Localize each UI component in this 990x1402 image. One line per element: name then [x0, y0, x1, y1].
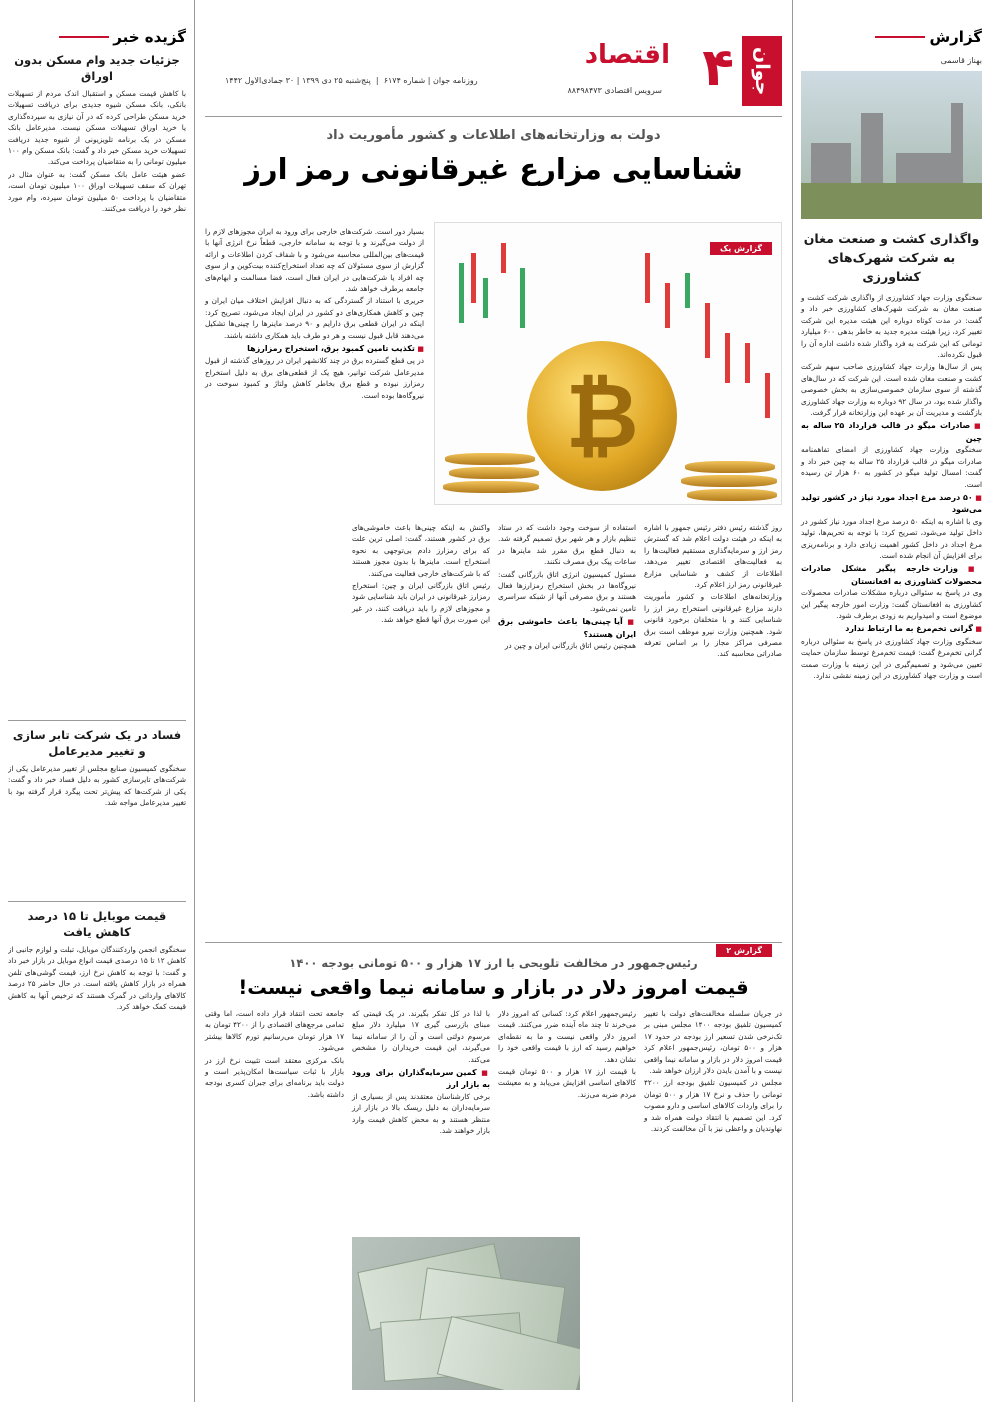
lead-para: روز گذشته رئیس دفتر رئیس جمهور با اشاره به اینکه در هیئت دولت اعلام شد که گسترش رمز ارز و سرمایه‌گذاری مستقیم فعالیت‌ها را به فعالیت‌های اقتصادی تغییر می‌دهد، اطلاعات از کشف و شناسایی مزارع غیرقانونی رمز ارز اعلام کرد.: [644, 523, 782, 590]
lead-para: حریری با استناد از گستردگی که به دنبال افزایش اختلاف میان ایران و چین و کاهش همکاری‌های دو کشور در ایران ایجاد می‌شود، تصریح کرد: اینکه در ایران قطعی برق دارایم و ۹۰ درصد ماینرها را چینی‌ها تشکیل می‌دهند قابل قبول نیست و هر دو طرف باید همکاری داشته باشند.: [205, 296, 424, 340]
right-para: وی در پاسخ به سئوالی درباره مشکلات صادرات محصولات کشاورزی به افغانستان گفت: وزارت امور خارجه پیگیر این موضوع است و امیدواریم به زودی برطرف شود.: [801, 588, 982, 620]
chart-candle: [765, 373, 770, 418]
right-subhead: ■ وزارت خارجه پیگیر مشکل صادرات محصولات کشاورزی به افغانستان: [801, 563, 982, 587]
chart-candle: [745, 343, 750, 383]
second-para: با لذا در کل تفکر بگیرند. در یک قیمتی که مبنای بازرسی گیری ۱۷ میلیارد دلار مبلغ مرسوم دولتی است و آن را از سامانه نیما می‌گیرند، این قیمت خریداران را مشخص می‌کند.: [352, 1009, 490, 1064]
second-col-c: [352, 1008, 490, 1233]
lead-col-a: [205, 226, 424, 516]
right-para: سخنگوی وزارت جهاد کشاورزی در پاسخ به سئوالی درباره گرانی تخم‌مرغ گفت: قیمت تخم‌مرغ توسط سازمان حمایت تعیین می‌شود و تصمیم‌گیری در این زمینه با وزارت صمت است و وزارت جهاد کشاورزی در این زمینه نقشی ندارد.: [801, 636, 982, 680]
issue-date: پنج‌شنبه ۲۵ دی ۱۳۹۹ | ۳۰ جمادی‌الاول ۱۴۴۲: [225, 76, 371, 85]
report-label-text: گزارش: [929, 28, 982, 46]
lead-para: رئیس اتاق بازرگانی ایران و چین: استخراج رمزارز غیرقانونی در ایران باید شناسایی شود و مجوزهای لازم را باید دریافت کنند، در غیر این صورت برق آنها قطع خواهد شد.: [352, 581, 490, 625]
brief-headline[interactable]: فساد در یک شرکت تابر سازی: [12, 728, 182, 742]
brief-body-2: [8, 763, 186, 893]
lead-col-d: [644, 522, 782, 940]
main-column: [195, 0, 792, 1402]
brief-para: سخنگوی کمیسیون صنایع مجلس از تغییر مدیرعامل یکی از شرکت‌های تایرسازی کشور به دلیل فساد خبر داد و گفت: یکی از شرکت‌ها که پیش‌تر تحت پیگرد قرار گرفته بود با تغییر مدیرعامل مواجه شد.: [8, 764, 186, 808]
second-col-b: [498, 1008, 636, 1233]
bitcoin-photo: [434, 222, 782, 505]
lead-para: بسیار دور است. شرکت‌های خارجی برای ورود به ایران مجوزهای لازم را از دولت می‌گیرند و با توجه به سامانه خارجی، قطعاً نرخ انرژی آنها با قیمت‌های بین‌المللی محاسبه می‌شود و با شفاف کردن اطلاعات و ارائه گزارش از سوی مسئولان که چه تعداد استخراج‌کننده بیت‌کوین و از سوی چه افراد یا شرکت‌هایی در ایران فعال است، فضا مسالمت و ابهام‌های جامعه برطرف خواهد شد.: [205, 227, 424, 294]
masthead-divider: [205, 116, 782, 117]
right-para: وی با اشاره به اینکه ۵۰ درصد مرغ اجداد مورد نیاز کشور در داخل تولید می‌شود، تصریح کرد: با توجه به تحریم‌ها، تولید مرغ اجداد در داخل کشور اهمیت زیادی دارد و برنامه‌ریزی برای افزایش آن انجام شده است.: [801, 516, 982, 560]
second-headline[interactable]: قیمت امروز دلار در بازار و سامانه نیما واقعی نیست!: [238, 976, 749, 999]
label-bar: [59, 36, 109, 38]
second-para: بانک مرکزی معتقد است تثبیت نرخ ارز در بازار با ثبات سیاست‌ها امکان‌پذیر است و دولت باید برنامه‌ای برای جبران کسری بودجه داشته باشد.: [205, 1055, 344, 1099]
right-headline: [801, 229, 982, 286]
report-two-tag: گزارش ۲: [716, 944, 772, 957]
masthead: [205, 36, 782, 106]
left-column: [0, 0, 195, 1402]
chart-candle: [501, 243, 506, 273]
issue-number: روزنامه جوان | شماره ۶۱۷۴: [383, 76, 478, 85]
brief-3: [8, 901, 186, 1244]
factory-building: [896, 153, 956, 183]
coin-stack: [685, 461, 775, 473]
chart-candle: [520, 268, 525, 328]
chart-candle: [705, 303, 710, 358]
lead-para: وزارتخانه‌های اطلاعات و کشور مأموریت دارند مزارع غیرقانونی استخراج رمز ارز را شناسایی کنند و با متخلفان برخورد قانونی شود. همچنین وزارت نیرو موظف است برق مصرفی مراکز مجاز را بر اساس تعرفه صادراتی محاسبه کند.: [644, 592, 782, 659]
right-para: پس از سال‌ها وزارت جهاد کشاورزی صاحب سهم شرکت کشت و صنعت مغان شده است. این شرکت که در سال‌های گذشته از سوی سازمان خصوصی‌سازی به بخش خصوصی واگذار شده بود، در سال ۹۲ دوباره به وزارت جهاد کشاورزی بازگشت و مدیریت آن بر عهده این وزارتخانه قرار گرفت.: [801, 362, 982, 418]
lead-para: استفاده از سوخت وجود داشت که در ستاد تنظیم بازار و هر شهر برق تصمیم گرفته شد. به دنبال قطع برق مقرر شد ماینرها در ساعات پیک برق مصرف نکنند.: [498, 523, 636, 567]
newspaper-logo[interactable]: جوان: [742, 36, 782, 106]
lead-col-c: [498, 522, 636, 940]
right-subhead: ■ ۵۰ درصد مرغ اجداد مورد نیاز در کشور تولید می‌شود: [801, 492, 982, 516]
right-subhead: ■ گرانی تخم‌مرغ به ما ارتباط ندارد: [801, 623, 982, 635]
report-one-tag: گزارش یک: [710, 242, 772, 255]
second-para: برخی کارشناسان معتقدند پس از بسیاری از سرمایه‌داران به دلیل ریسک بالا در بازار ارز منتظر هستند و به محض کاهش قیمت وارد بازار خواهند شد.: [352, 1091, 490, 1136]
lead-para: واکنش به اینکه چینی‌ها باعث خاموشی‌های برق در کشور هستند، گفت: اصلی ترین علت که برای رمزارز دادم بی‌توجهی به نحوه استخراج است. ماینرها با بدون مجوز هستند که با شرکت‌های خارجی فعالیت می‌کنند.: [352, 523, 490, 578]
brief-2: [8, 720, 186, 893]
coin-stack: [681, 475, 777, 487]
lead-subhead: ■ تکذیب تامین کمبود برق، استخراج رمزارزها: [205, 343, 424, 355]
factory-tower: [861, 113, 883, 183]
right-headline-line1: واگذاری کشت و صنعت مغان: [803, 231, 980, 246]
desk-phone: سرویس اقتصادی ۸۸۴۹۸۴۷۳: [567, 86, 662, 95]
brief-para: سخنگوی انجمن واردکنندگان موبایل، تبلت و لوازم جانبی از کاهش ۱۲ تا ۱۵ درصدی قیمت انواع موبایل در بازار خبر داد و گفت: با توجه به کاهش نرخ ارز، قیمت گوشی‌های تلفن همراه در بازار کاهش یافته است. در حال حاضر ۲۵ درصد کالاهای وارداتی در گمرک هستند که ترخیص آنها به کاهش قیمت کمک خواهد کرد.: [8, 945, 186, 1012]
dollar-bills-photo: [352, 1237, 580, 1390]
lead-para: مسئول کمیسیون انرژی اتاق بازرگانی گفت: نیروگاه‌ها در بخش استخراج رمزارزها فعال هستند و برق مصرفی آنها از شبکه سراسری تامین نمی‌شود.: [498, 569, 636, 613]
coin-stack: [687, 489, 777, 501]
lead-headline[interactable]: شناسایی مزارع غیرقانونی رمز ارز: [244, 152, 743, 186]
chart-candle: [483, 278, 488, 318]
coin-stack: [443, 481, 539, 493]
chart-candle: [725, 333, 730, 383]
brief-headline[interactable]: و تغییر مدیرعامل: [48, 744, 146, 758]
lead-subhead: ■ آیا چینی‌ها باعث خاموشی برق ایران هستند؟: [498, 616, 636, 640]
lead-para: در پی قطع گسترده برق در چند کلانشهر ایران در روزهای گذشته از قبول مدیرعامل شرکت توانیر، هیچ یک از قطعی‌های برق به دلیل استخراج رمزارز نبوده و قطع برق بخاطر کاهش ولتاژ و کمبود سوخت در نیروگاه‌ها بوده است.: [205, 356, 424, 400]
page-number: ۴: [702, 38, 734, 98]
chart-candle: [665, 283, 670, 328]
bitcoin-icon: ₿: [527, 341, 677, 491]
coin-stack: [449, 467, 539, 479]
report-section-label: [801, 28, 982, 46]
lead-supra: دولت به وزارتخانه‌های اطلاعات و کشور مأموریت داد: [326, 128, 661, 143]
chart-candle: [685, 273, 690, 308]
brief-body-3: [8, 944, 186, 1244]
field: [801, 183, 982, 219]
second-para: با قیمت ارز ۱۷ هزار و ۵۰۰ تومان قیمت کالاهای اساسی افزایش می‌یابد و به معیشت مردم ضربه می‌زند.: [498, 1067, 636, 1099]
issue-info: روزنامه جوان | شماره ۶۱۷۴ | پنج‌شنبه ۲۵ دی ۱۳۹۹ | ۳۰ جمادی‌الاول ۱۴۴۲: [225, 76, 478, 85]
chart-candle: [471, 253, 476, 303]
lead-para: همچنین رئیس اتاق بازرگانی ایران و چین در: [504, 641, 636, 651]
right-headline-line2: به شرکت شهرک‌های کشاورزی: [827, 250, 956, 284]
brief-section-label: [8, 28, 186, 46]
right-column: [792, 0, 990, 1402]
section-title: اقتصاد: [584, 40, 670, 70]
second-col-a: [644, 1008, 782, 1396]
brief-headline[interactable]: جزئیات جدید وام مسکن بدون اوراق: [14, 53, 180, 83]
second-para: رئیس‌جمهور اعلام کرد: کسانی که امروز دلار می‌خرند تا چند ماه آینده ضرر می‌کنند. قیمت امروز دلار واقعی نیست و ما به نقطه‌ای خواهیم رسید که ارز با قیمت واقعی خود را نشان دهد.: [498, 1009, 636, 1064]
coin-stack: [445, 453, 535, 465]
lead-col-b: [352, 522, 490, 940]
brief-headline[interactable]: کاهش یافت: [63, 925, 131, 939]
chart-candle: [645, 253, 650, 303]
factory-chimney: [951, 103, 963, 183]
second-subhead: ■ کمین سرمایه‌گذاران برای ورود به بازار ارز: [352, 1067, 490, 1091]
second-para: جامعه تحت انتقاد قرار داده است، اما وقتی تمامی مرجع‌های اقتصادی را از ۴۲۰۰ تومان به ۱۷ هزار تومان می‌رسانیم تورم کالاها بیشتر می‌شود.: [205, 1009, 344, 1053]
brief-para: عضو هیئت عامل بانک مسکن گفت: به عنوان مثال در تهران که سقف تسهیلات اوراق ۱۰۰ میلیون تومان است، متقاضیان با پرداخت ۵۰ میلیون تومان سپرده، وام مورد نظر خود را دریافت می‌کنند.: [8, 169, 186, 214]
byline: بهناز قاسمی: [940, 56, 982, 65]
right-para: سخنگوی وزارت جهاد کشاورزی از واگذاری شرکت کشت و صنعت مغان به شرکت شهرک‌های کشاورزی خبر داد و گفت: در مدت کوتاه دوباره این هیئت مدیره این شرکت تغییر کرد، زیرا هیئت مدیره جدید به خاطر بدهی ۶۰۰ میلیارد تومانی که این شرکت به فرد واگذار شده داشت اداره آن را قبول نکرده‌اند.: [801, 293, 983, 360]
second-para: مجلس در کمیسیون تلفیق بودجه ارز ۴۲۰۰ تومانی را حذف و نرخ ۱۷ هزار و ۵۰۰ تومان را برای واردات کالاهای اساسی و دارو مصوب کرد. این تصمیم با انتقاد دولت همراه شد و نهاوندیان و واعظی نیز با آن مخالفت کردند.: [644, 1078, 782, 1134]
second-para: در جریان سلسله مخالفت‌های دولت با تغییر کمیسیون تلفیق بودجه ۱۴۰۰ مجلس مبنی بر تک‌نرخی شدن تسعیر ارز بودجه در حدود ۱۷ هزار و ۵۰۰ تومان، رئیس‌جمهور اعلام کرد قیمت امروز دلار در بازار و سامانه نیما واقعی نیست و با آمدن بایدن دلار ارزان خواهد شد.: [644, 1009, 782, 1076]
story-divider: [205, 942, 782, 943]
factory-building: [811, 143, 851, 183]
second-col-d: [205, 1008, 344, 1396]
factory-photo: [801, 71, 982, 219]
brief-body-1: [8, 88, 186, 708]
second-supra: رئیس‌جمهور در مخالفت تلویحی با ارز ۱۷ هزار و ۵۰۰ تومانی بودجه ۱۴۰۰: [289, 956, 698, 970]
brief-label-text: گزیده خبر: [113, 28, 186, 46]
brief-headline[interactable]: قیمت موبایل تا ۱۵ درصد: [27, 909, 167, 923]
right-para: سخنگوی وزارت جهاد کشاورزی از امضای تفاهمنامه صادرات میگو در قالب قرارداد ۲۵ ساله به چین خبر داد و گفت: امسال تولید میگو در کشور به ۶۰ هزار تن رسیده است.: [801, 445, 983, 489]
brief-para: با کاهش قیمت مسکن و استقبال اندک مردم از تسهیلات بانکی، بانک مسکن شیوه جدیدی برای دریافت تسهیلات خرید مسکن طراحی کرده که در آن نیازی به سپرده‌گذاری یا خرید اوراق تسهیلات مسکن نیست. مدیرعامل بانک مسکن در یک برنامه تلویزیونی از شیوه جدید دریافت تسهیلات خرید مسکن خبر داد و گفت: بانک مسکن وام ۱۰۰ میلیون تومانی را به متقاضیان پرداخت می‌کند.: [8, 89, 186, 167]
label-bar: [875, 36, 925, 38]
right-body: [801, 292, 982, 681]
right-subhead: ■ صادرات میگو در قالب قرارداد ۲۵ ساله به چین: [801, 420, 982, 444]
chart-candle: [459, 263, 464, 323]
